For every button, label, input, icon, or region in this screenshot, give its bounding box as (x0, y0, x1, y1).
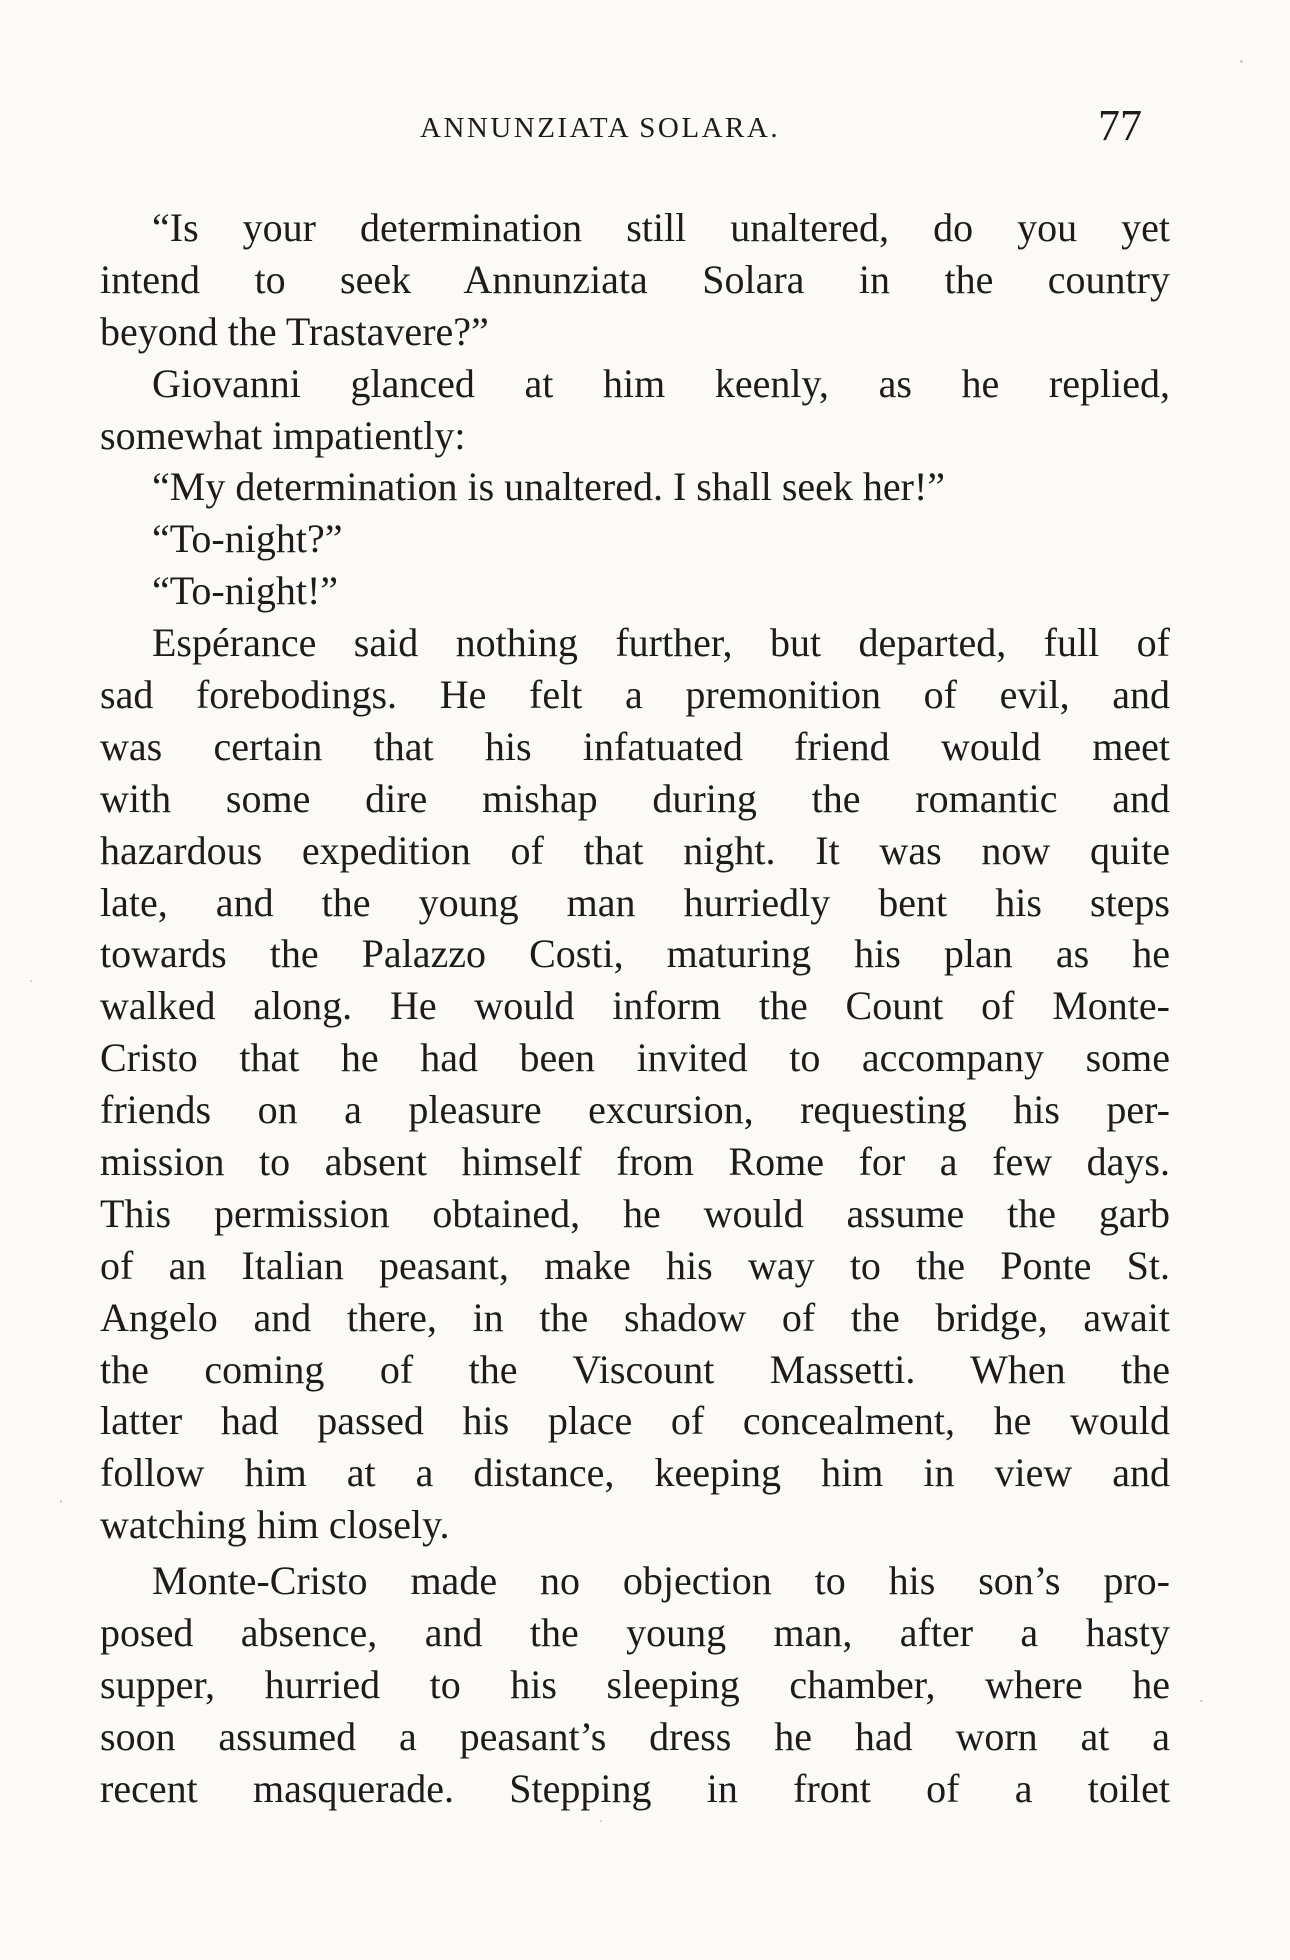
text-line: “Is your determination still unaltered, do you yet (152, 205, 1170, 250)
text-line: This permission obtained, he would assume the garb (100, 1190, 1170, 1236)
text-line: hazardous expedition of that night. It was now quite (100, 827, 1170, 873)
text-line: late, and the young man hurriedly bent his steps (100, 879, 1170, 925)
text-line: Espérance said nothing further, but departed, full of (152, 620, 1170, 666)
text-line: the coming of the Viscount Massetti. When the (100, 1346, 1170, 1392)
text-line: beyond the Trastavere?” (100, 308, 489, 354)
page-number: 77 (1098, 101, 1142, 150)
text-line: intend to seek Annunziata Solara in the country (100, 256, 1170, 302)
body-text (100, 202, 1170, 1815)
text-line: sad forebodings. He felt a premonition of evil, and (100, 672, 1170, 718)
text-line: watching him closely. (100, 1502, 450, 1548)
text-line: was certain that his infatuated friend would meet (100, 723, 1170, 769)
text-line: walked along. He would inform the Count of Monte- (100, 983, 1170, 1029)
text-line: soon assumed a peasant’s dress he had worn at a (100, 1713, 1170, 1759)
text-line: Cristo that he had been invited to accompany some (100, 1035, 1170, 1081)
text-line: friends on a pleasure excursion, requesting his per- (100, 1087, 1170, 1133)
text-line: Giovanni glanced at him keenly, as he replied, (152, 360, 1170, 406)
text-line: posed absence, and the young man, after a hasty (100, 1610, 1170, 1656)
text-line: towards the Palazzo Costi, maturing his plan as he (100, 931, 1170, 977)
paper-speck (600, 1820, 602, 1822)
paper-speck (1200, 1700, 1203, 1702)
text-line: of an Italian peasant, make his way to the Ponte St. (100, 1242, 1170, 1288)
text-line: “To-night?” (152, 516, 343, 562)
text-line: latter had passed his place of concealment, he would (100, 1398, 1170, 1444)
paper-speck (60, 1500, 62, 1503)
text-line: recent masquerade. Stepping in front of a toilet (100, 1765, 1170, 1811)
text-line: mission to absent himself from Rome for a few days. (100, 1139, 1170, 1185)
text-line: with some dire mishap during the romantic and (100, 775, 1170, 821)
text-line: supper, hurried to his sleeping chamber, where he (100, 1661, 1170, 1707)
paper-speck (30, 980, 32, 982)
text-line: “To-night!” (152, 568, 339, 614)
text-line: Angelo and there, in the shadow of the bridge, await (100, 1294, 1170, 1340)
text-line: somewhat impatiently: (100, 412, 466, 458)
text-line: Monte-Cristo made no objection to his son’s pro- (152, 1558, 1170, 1604)
text-line: “My determination is unaltered. I shall seek her!” (152, 464, 946, 510)
running-head: ANNUNZIATA SOLARA. (420, 112, 781, 144)
paper-speck (1240, 60, 1243, 63)
text-line: follow him at a distance, keeping him in view and (100, 1450, 1170, 1496)
